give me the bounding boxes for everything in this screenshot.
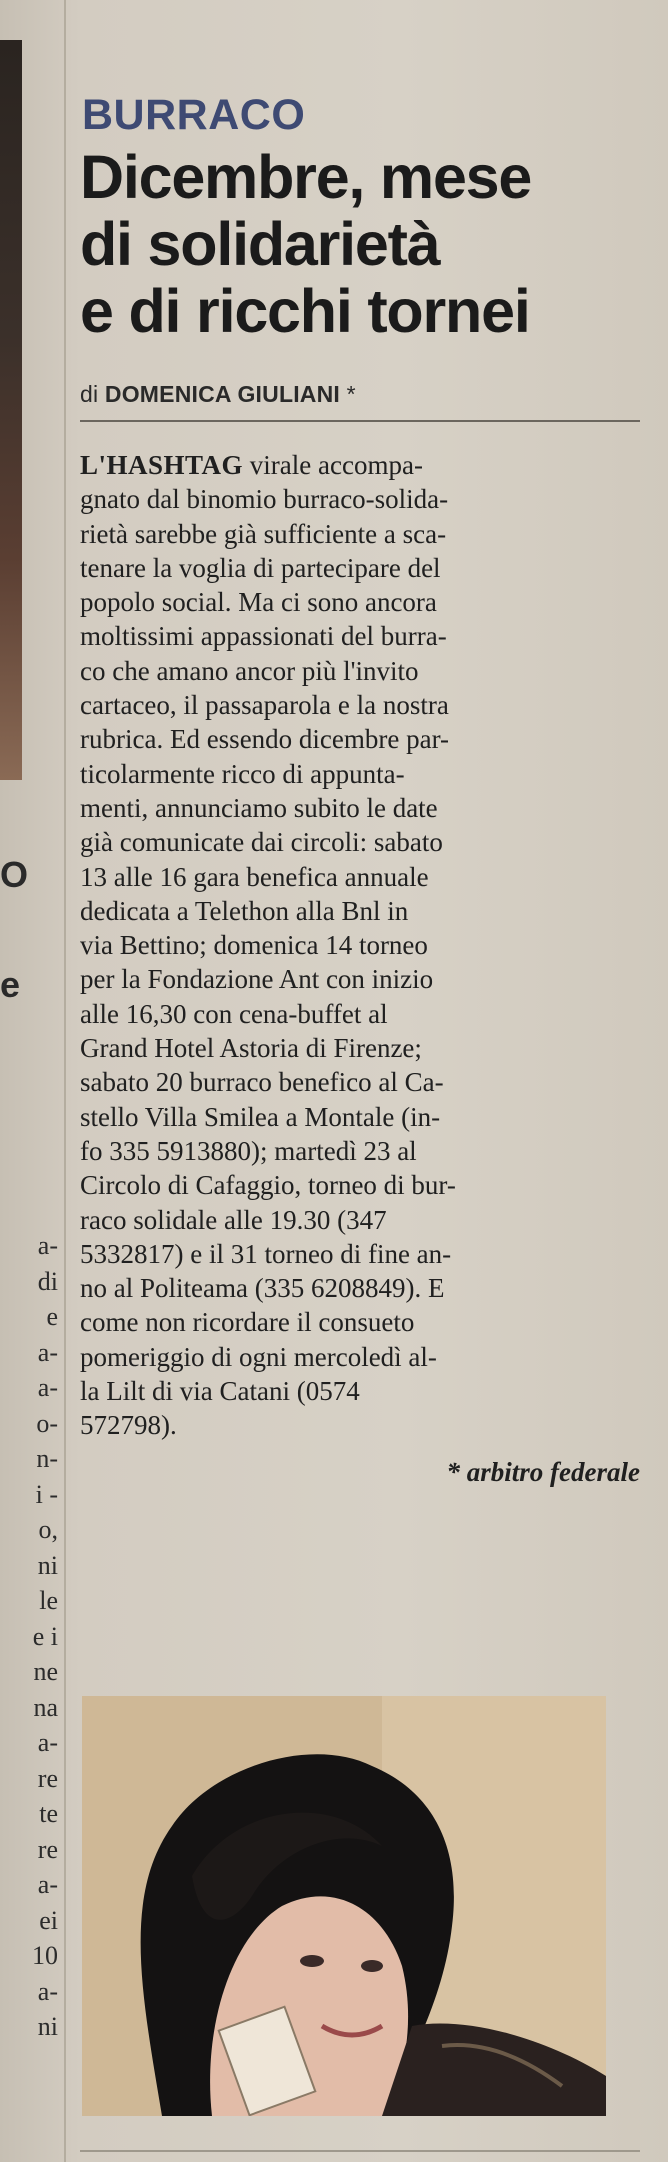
adjacent-text-fragment: re — [37, 1763, 58, 1793]
byline-prefix: di — [80, 381, 99, 407]
adjacent-text-fragment: ne — [33, 1657, 58, 1686]
body-lead: L'HASHTAG — [80, 450, 244, 480]
adjacent-text-fragment: i - — [35, 1479, 58, 1509]
adjacent-fragment-1: O — [0, 854, 29, 895]
author-signature: * arbitro federale — [446, 1456, 640, 1487]
adjacent-text-fragment: o, — [38, 1515, 58, 1544]
byline-author: DOMENICA GIULIANI — [104, 381, 341, 407]
bottom-rule — [80, 2150, 640, 2152]
adjacent-fragment-2: e — [0, 964, 21, 1005]
body-line: no al Politeama (335 6208849). E — [80, 1273, 445, 1304]
body-line: moltissimi appassionati del burra- — [80, 621, 447, 652]
body-line: sabato 20 burraco benefico al Ca- — [80, 1067, 444, 1098]
body-line: fo 335 5913880); martedì 23 al — [80, 1135, 417, 1166]
column-divider — [64, 0, 66, 2162]
adjacent-text-fragment: e — [46, 1302, 58, 1331]
body-line: 5332817) e il 31 torneo di fine an- — [80, 1238, 452, 1269]
adjacent-text-fragment: a- — [37, 1728, 58, 1757]
body-line-first — [80, 448, 640, 482]
adjacent-text-fragment: ni — [37, 2012, 58, 2041]
adjacent-headline-fragment — [0, 820, 30, 1040]
body-line: gnato dal binomio burraco-solida- — [80, 484, 449, 515]
adjacent-text-fragments — [0, 1228, 58, 2045]
adjacent-text-fragment: a- — [37, 1337, 58, 1367]
body-line: come non ricordare il consueto — [80, 1307, 415, 1338]
section-kicker: BURRACO — [82, 91, 306, 139]
adjacent-text-fragment: na — [33, 1692, 58, 1722]
adjacent-text-fragment: a- — [37, 1373, 58, 1402]
adjacent-text-fragment: re — [37, 1834, 58, 1864]
headline-line: e di ricchi tornei — [80, 277, 530, 345]
adjacent-text-fragment: ei — [39, 1905, 58, 1935]
author-photo — [82, 1696, 606, 2116]
adjacent-text-fragment: le — [39, 1586, 58, 1615]
body-line: rubrica. Ed essendo dicembre par- — [80, 724, 450, 755]
body-line: co che amano ancor più l'invito — [80, 655, 419, 686]
portrait-illustration — [82, 1696, 606, 2116]
adjacent-photo-edge — [0, 40, 22, 780]
body-line: menti, annunciamo subito le date — [80, 792, 438, 823]
headline — [80, 144, 640, 345]
body-line: tenare la voglia di partecipare del — [80, 552, 441, 583]
body-line: 13 alle 16 gara benefica annuale — [80, 861, 429, 892]
adjacent-text-fragment: a- — [37, 1231, 58, 1260]
adjacent-text-fragment: e i — [32, 1621, 58, 1651]
byline-star: * — [346, 381, 356, 407]
body-line: stello Villa Smilea a Montale (in- — [80, 1101, 441, 1132]
body-line: raco solidale alle 19.30 (347 — [80, 1204, 387, 1235]
body-line: alle 16,30 con cena-buffet al — [80, 998, 388, 1029]
body-line: popolo social. Ma ci sono ancora — [80, 587, 437, 618]
body-line: rietà sarebbe già sufficiente a sca- — [80, 518, 447, 549]
body-line: ticolarmente ricco di appunta- — [80, 758, 405, 789]
body-line: cartaceo, il passaparola e la nostra — [80, 690, 449, 721]
body-line: 572798). — [80, 1410, 177, 1441]
body-line: virale accompa- — [243, 450, 423, 480]
body-line: dedicata a Telethon alla Bnl in — [80, 895, 409, 926]
adjacent-text-fragment: 10 — [32, 1941, 58, 1970]
adjacent-text-fragment: n- — [36, 1444, 58, 1473]
body-line: pomeriggio di ogni mercoledì al- — [80, 1341, 437, 1372]
byline — [80, 381, 640, 422]
headline-line: di solidarietà — [80, 210, 440, 278]
article — [80, 90, 640, 1488]
adjacent-text-fragment: di — [37, 1266, 58, 1296]
body-line: già comunicate dai circoli: sabato — [80, 827, 443, 858]
adjacent-text-fragment: te — [39, 1799, 58, 1828]
adjacent-text-fragment: ni — [37, 1550, 58, 1580]
body-line: Grand Hotel Astoria di Firenze; — [80, 1033, 422, 1064]
body-line: la Lilt di via Catani (0574 — [80, 1376, 360, 1407]
article-body — [80, 448, 640, 1443]
adjacent-text-fragment: o- — [36, 1408, 58, 1438]
body-line: per la Fondazione Ant con inizio — [80, 964, 434, 995]
body-line: Circolo di Cafaggio, torneo di bur- — [80, 1170, 456, 1201]
adjacent-text-fragment: a- — [37, 1976, 58, 2006]
headline-line: Dicembre, mese — [80, 143, 532, 211]
body-line: via Bettino; domenica 14 torneo — [80, 930, 428, 961]
adjacent-column — [0, 0, 60, 2162]
adjacent-text-fragment: a- — [37, 1870, 58, 1899]
